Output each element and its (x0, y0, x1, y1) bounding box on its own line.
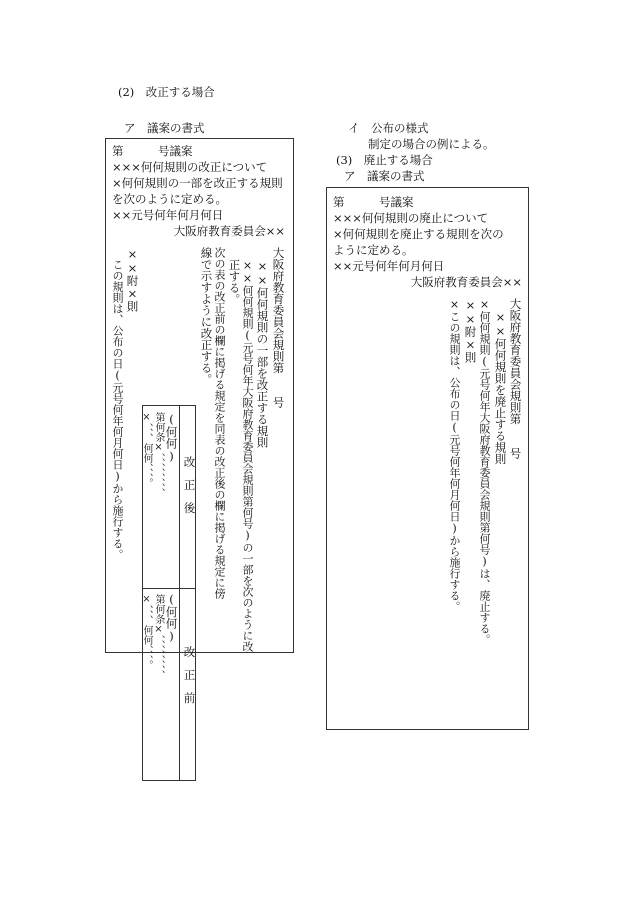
before-body-text: ×、、、何何、、、。 (141, 594, 152, 670)
section3-heading: (3) 廃止する場合 (336, 153, 433, 167)
bill-title-line: ×××何何規則の改正について (112, 160, 268, 174)
bill-number-line: 第 号議案 (112, 144, 193, 158)
before-article-text: 第何条×、、、、、、、、 (153, 594, 164, 680)
after-body-text: ×、、、何何、、、。 (141, 412, 152, 488)
repeal-bill-signature: 大阪府教育委員会×× (410, 275, 522, 289)
bill-body-line-1: ×何何規則の一部を改正する規則 (112, 176, 283, 190)
amendment-clause-column-4: 線で示すように改正する。 (199, 247, 214, 385)
amendment-clause-column-1: ××何何規則(元号何年大阪府教育委員会規則第何号)の一部を次のように改 (241, 259, 254, 652)
bill-body-line-2: を次のように定める。 (112, 192, 227, 206)
amendment-clause-column-3: 次の表の改正前の欄に掲げる規定を同表の改正後の欄に掲げる規定に傍 (213, 247, 226, 599)
repeal-rule-title-column: ××何何規則を廃止する規則 (493, 310, 508, 465)
repeal-bill-body-line-1: ×何何規則を廃止する規則を次の (333, 227, 504, 241)
after-heading-text: (何何) (164, 412, 179, 463)
rule-number-column: 大阪府教育委員会規則第 号 (271, 247, 286, 408)
supplementary-provision-heading: ××附×則 (125, 247, 140, 312)
repeal-rule-number-column: 大阪府教育委員会規則第 号 (508, 298, 523, 459)
bill-date-line: ××元号何年何月何日 (112, 208, 224, 222)
section-i-text: 制定の場合の例による。 (368, 137, 495, 151)
before-header: 改 正 前 (182, 646, 197, 704)
section2-a-heading: ア 議案の書式 (124, 121, 205, 135)
section2-heading: (2) 改正する場合 (118, 85, 215, 99)
bill-signature: 大阪府教育委員会×× (173, 224, 285, 238)
amendment-bill-form (105, 138, 294, 704)
repeal-clause-column: ×何何規則(元号何年大阪府教育委員会規則第何号)は、廃止する。 (478, 298, 491, 645)
comparison-table (142, 405, 196, 781)
repeal-bill-body-line-2: ように定める。 (333, 243, 414, 257)
before-heading-text: (何何) (164, 592, 179, 643)
after-header: 改 正 後 (182, 456, 197, 514)
rule-title-column: ××何何規則の一部を改正する規則 (255, 259, 270, 448)
repeal-bill-form (326, 187, 529, 730)
repeal-supplementary-heading: ××附×則 (463, 298, 478, 363)
amendment-clause-column-2: 正する。 (227, 259, 242, 305)
enforcement-clause: この規則は、公布の日(元号何年何月何日)から施行する。 (111, 259, 124, 560)
repeal-bill-number-line: 第 号議案 (333, 195, 414, 209)
after-article-text: 第何条×、、、、、、、、 (153, 412, 164, 498)
repeal-bill-title-line: ×××何何規則の廃止について (333, 211, 489, 225)
repeal-bill-date-line: ××元号何年何月何日 (333, 259, 445, 273)
section3-a-heading: ア 議案の書式 (344, 169, 425, 183)
section-i-heading: イ 公布の様式 (348, 121, 429, 135)
repeal-enforcement-clause: ×この規則は、公布の日(元号何年何月何日)から施行する。 (448, 298, 461, 612)
